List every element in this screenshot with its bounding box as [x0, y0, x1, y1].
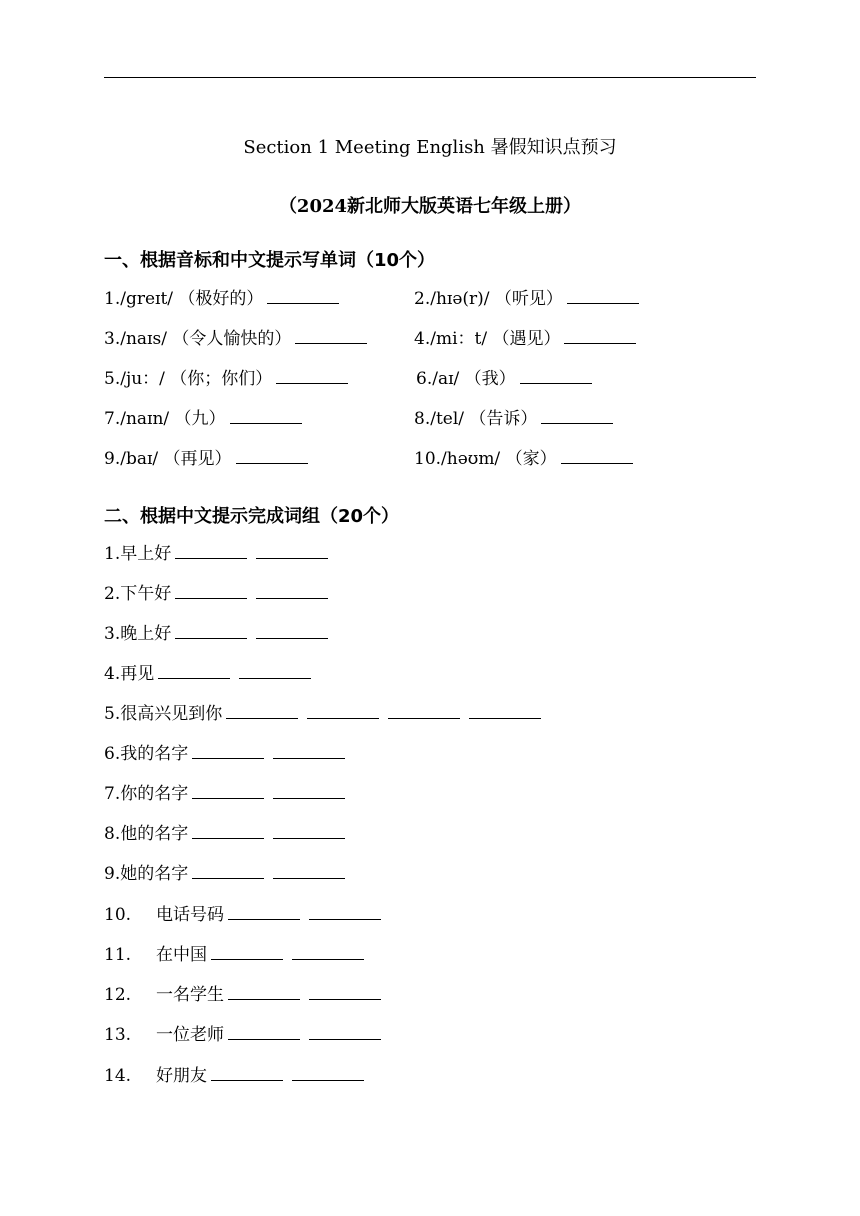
answer-blank[interactable]	[228, 999, 300, 1000]
phrase-prompt: 他的名字	[120, 824, 189, 844]
phrase-prompt: 你的名字	[120, 784, 189, 804]
phrase-prompt: 好朋友	[156, 1066, 207, 1086]
word-prompt: 1./greɪt/ （极好的）	[104, 289, 264, 309]
answer-blank[interactable]	[211, 959, 283, 960]
phrase-prompt: 下午好	[120, 584, 172, 604]
phrase-item	[104, 904, 381, 926]
item-number: 9.	[104, 864, 121, 884]
answer-blank[interactable]	[192, 758, 264, 759]
answer-blank[interactable]	[239, 678, 311, 679]
answer-blank[interactable]	[226, 718, 298, 719]
word-item	[104, 288, 339, 310]
word-item	[104, 328, 367, 350]
answer-blank[interactable]	[388, 718, 460, 719]
answer-blank[interactable]	[230, 423, 302, 424]
phrase-prompt: 一名学生	[156, 985, 224, 1005]
phrase-item	[104, 623, 328, 645]
answer-blank[interactable]	[469, 718, 541, 719]
word-item	[416, 368, 592, 390]
answer-blank[interactable]	[307, 718, 379, 719]
phrase-item	[104, 703, 541, 725]
answer-blank[interactable]	[273, 798, 345, 799]
word-item	[104, 448, 308, 470]
answer-blank[interactable]	[256, 638, 328, 639]
answer-blank[interactable]	[192, 878, 264, 879]
section-heading-1: 一、根据音标和中文提示写单词（10个）	[104, 250, 436, 271]
answer-blank[interactable]	[541, 423, 613, 424]
answer-blank[interactable]	[273, 758, 345, 759]
word-item	[414, 448, 633, 470]
word-item	[414, 408, 613, 430]
header-rule	[104, 77, 756, 78]
answer-blank[interactable]	[273, 878, 345, 879]
word-prompt: 5./ju：/ （你；你们）	[104, 369, 273, 389]
answer-blank[interactable]	[256, 598, 328, 599]
answer-blank[interactable]	[564, 343, 636, 344]
answer-blank[interactable]	[309, 919, 381, 920]
answer-blank[interactable]	[175, 558, 247, 559]
answer-blank[interactable]	[567, 303, 639, 304]
answer-blank[interactable]	[256, 558, 328, 559]
word-item	[104, 408, 302, 430]
answer-blank[interactable]	[228, 919, 300, 920]
phrase-item	[104, 1065, 364, 1087]
phrase-prompt: 晚上好	[120, 624, 172, 644]
answer-blank[interactable]	[561, 463, 633, 464]
answer-blank[interactable]	[267, 303, 339, 304]
phrase-item	[104, 863, 345, 885]
item-number: 3.	[104, 624, 121, 644]
answer-blank[interactable]	[273, 838, 345, 839]
phrase-prompt: 一位老师	[156, 1025, 224, 1045]
answer-blank[interactable]	[158, 678, 230, 679]
answer-blank[interactable]	[520, 383, 592, 384]
answer-blank[interactable]	[276, 383, 348, 384]
word-prompt: 6./aɪ/ （我）	[416, 369, 516, 389]
phrase-prompt: 她的名字	[120, 864, 189, 884]
document-subtitle: （2024新北师大版英语七年级上册）	[278, 196, 582, 217]
answer-blank[interactable]	[309, 999, 381, 1000]
document-title: Section 1 Meeting English 暑假知识点预习	[243, 137, 617, 158]
phrase-item	[104, 543, 328, 565]
answer-blank[interactable]	[295, 343, 367, 344]
answer-blank[interactable]	[292, 959, 364, 960]
phrase-prompt: 电话号码	[156, 905, 224, 925]
word-prompt: 2./hɪə(r)/ （听见）	[414, 289, 563, 309]
phrase-prompt: 很高兴见到你	[120, 704, 223, 724]
phrase-item	[104, 583, 328, 605]
phrase-prompt: 我的名字	[120, 744, 189, 764]
word-prompt: 3./naɪs/ （令人愉快的）	[104, 329, 292, 349]
phrase-item	[104, 743, 345, 765]
phrase-item	[104, 944, 364, 966]
item-number: 11.	[104, 945, 132, 965]
item-number: 7.	[104, 784, 121, 804]
phrase-item	[104, 663, 311, 685]
answer-blank[interactable]	[175, 598, 247, 599]
answer-blank[interactable]	[236, 463, 308, 464]
item-number: 14.	[104, 1066, 132, 1086]
word-prompt: 10./həʊm/ （家）	[414, 449, 557, 469]
answer-blank[interactable]	[175, 638, 247, 639]
item-number: 13.	[104, 1025, 132, 1045]
answer-blank[interactable]	[192, 838, 264, 839]
phrase-prompt: 再见	[120, 664, 155, 684]
answer-blank[interactable]	[292, 1080, 364, 1081]
answer-blank[interactable]	[309, 1039, 381, 1040]
word-prompt: 4./mi：t/ （遇见）	[414, 329, 561, 349]
answer-blank[interactable]	[192, 798, 264, 799]
word-item	[414, 288, 639, 310]
item-number: 1.	[104, 544, 121, 564]
phrase-prompt: 在中国	[156, 945, 207, 965]
item-number: 10.	[104, 905, 132, 925]
item-number: 4.	[104, 664, 121, 684]
item-number: 2.	[104, 584, 121, 604]
phrase-item	[104, 783, 345, 805]
item-number: 6.	[104, 744, 121, 764]
answer-blank[interactable]	[228, 1039, 300, 1040]
phrase-item	[104, 823, 345, 845]
item-number: 5.	[104, 704, 121, 724]
word-prompt: 7./naɪn/ （九）	[104, 409, 226, 429]
section-heading-2: 二、根据中文提示完成词组（20个）	[104, 506, 400, 527]
phrase-item	[104, 984, 381, 1006]
phrase-item	[104, 1024, 381, 1046]
answer-blank[interactable]	[211, 1080, 283, 1081]
word-prompt: 9./baɪ/ （再见）	[104, 449, 232, 469]
phrase-prompt: 早上好	[120, 544, 172, 564]
word-item	[104, 368, 348, 390]
item-number: 12.	[104, 985, 132, 1005]
word-prompt: 8./tel/ （告诉）	[414, 409, 538, 429]
item-number: 8.	[104, 824, 121, 844]
word-item	[414, 328, 636, 350]
